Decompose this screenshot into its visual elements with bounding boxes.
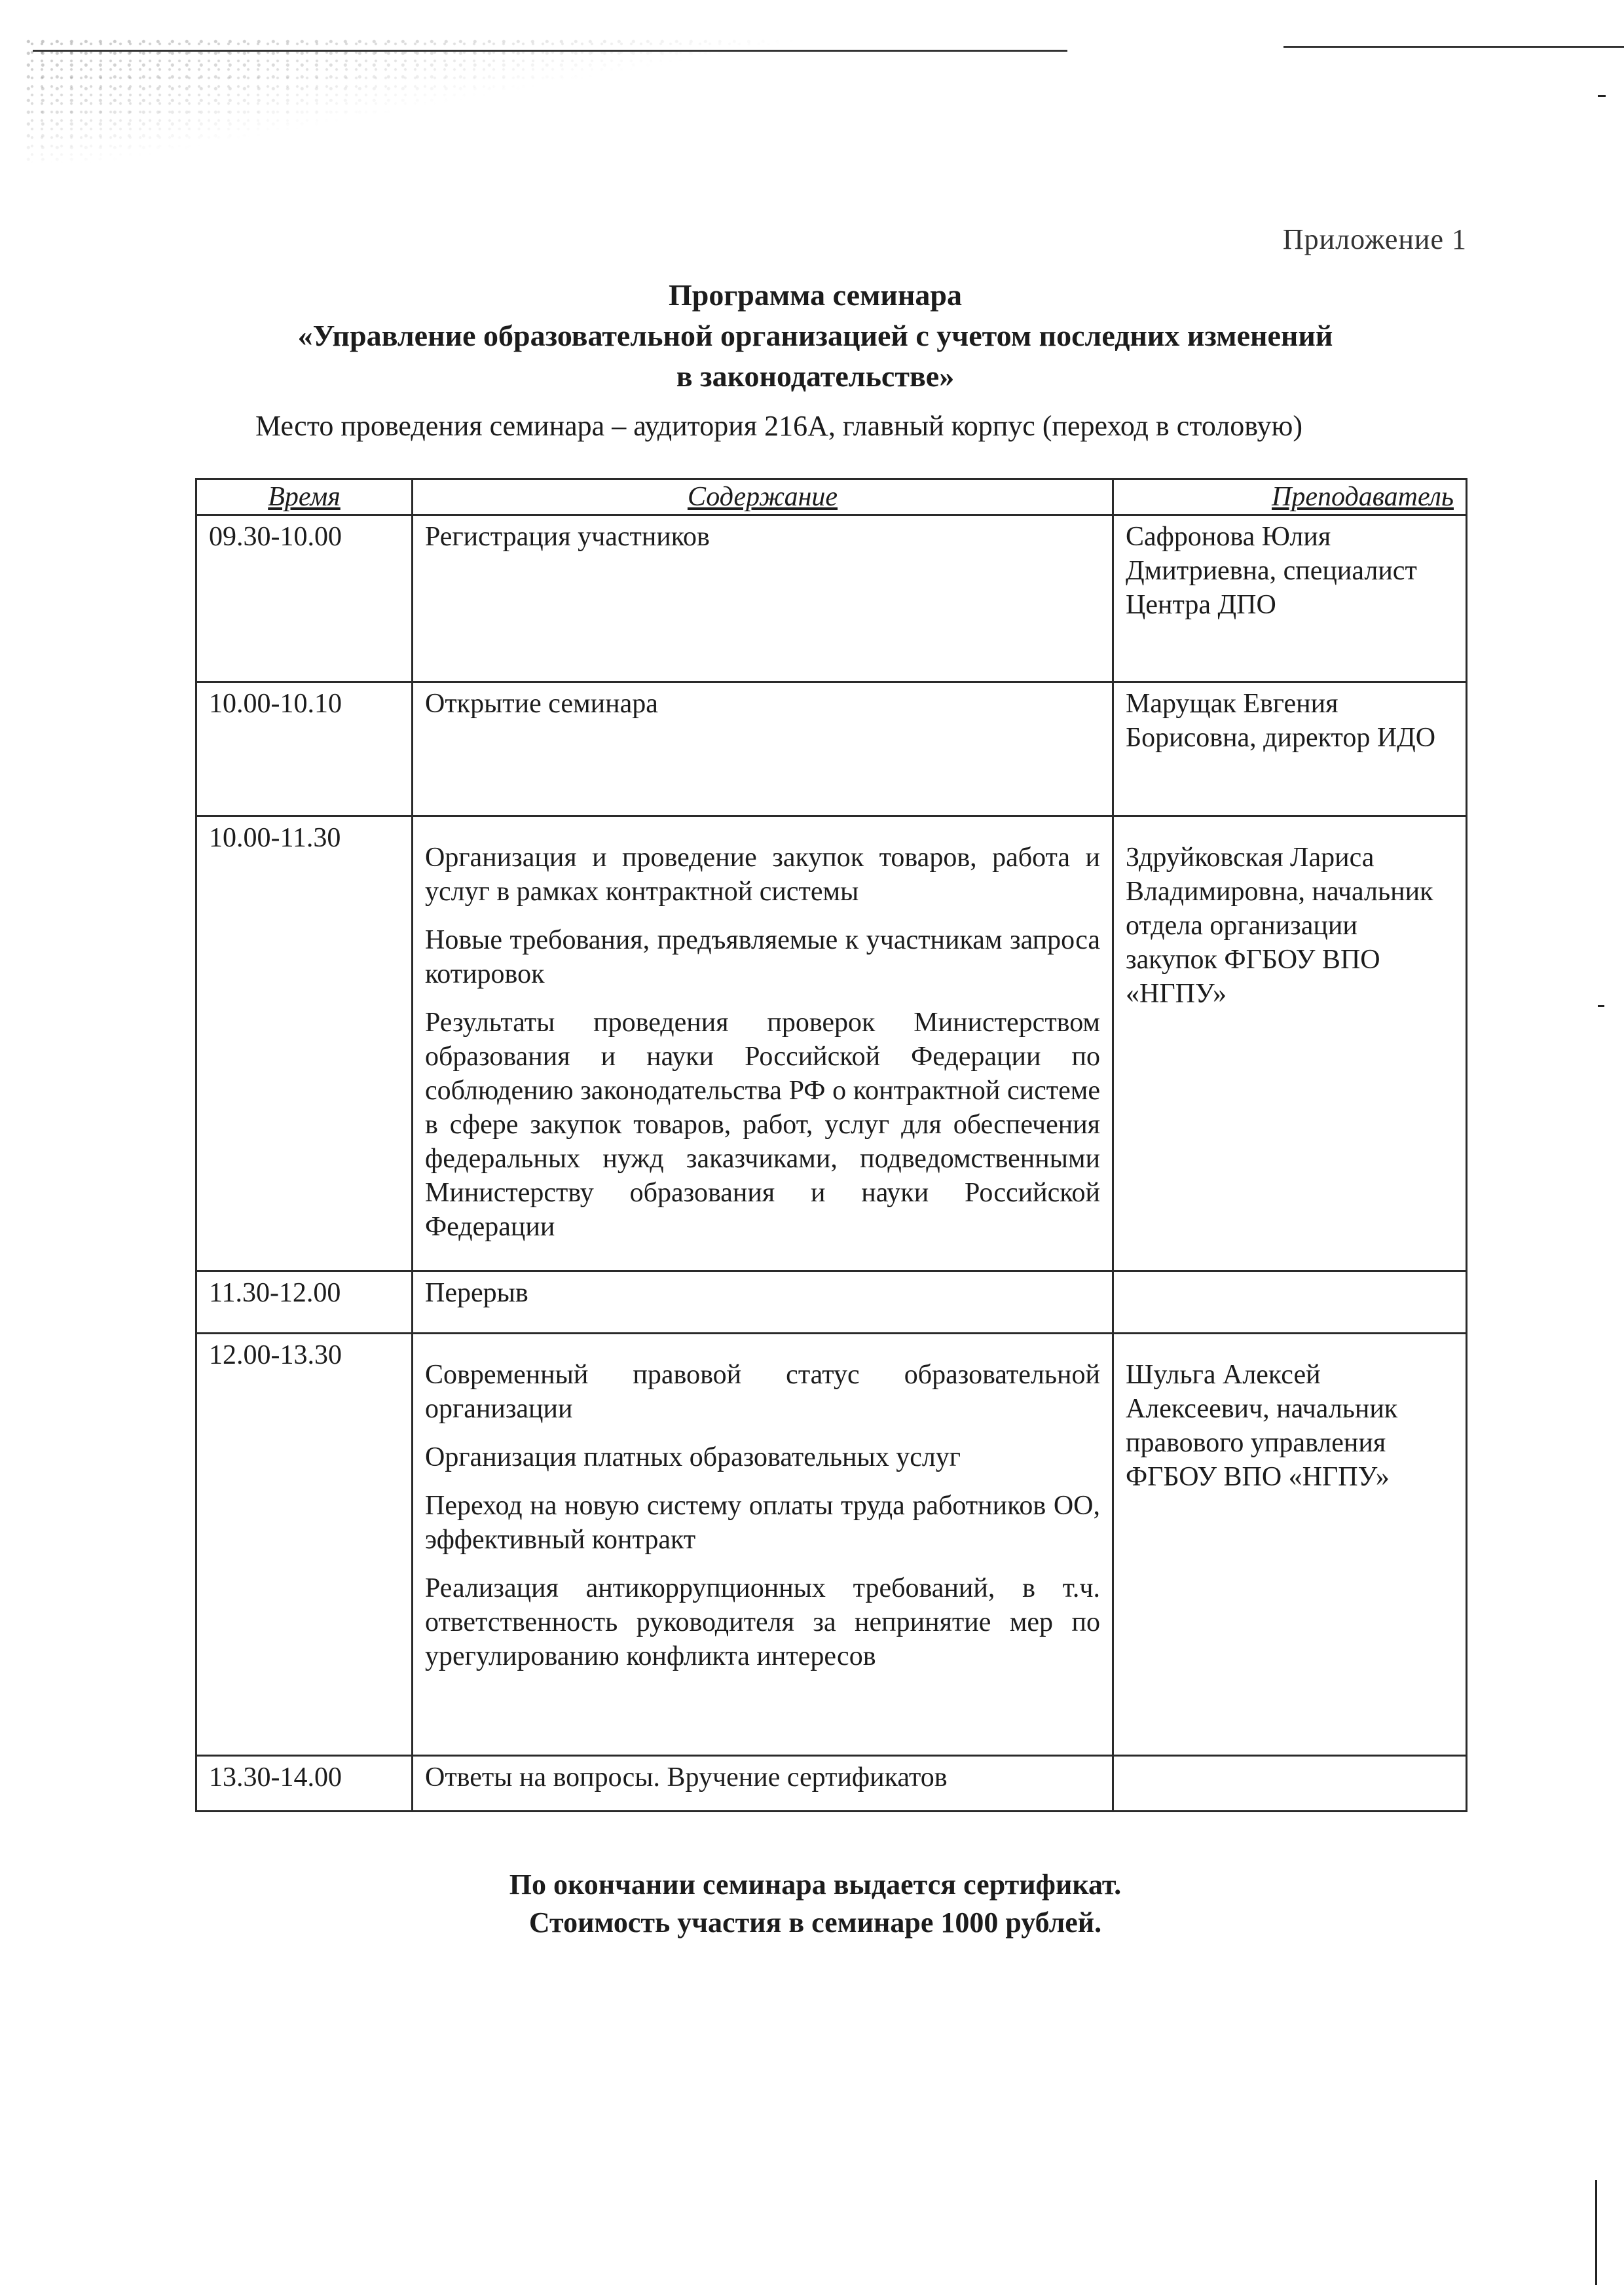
title-line-2: «Управление образовательной организацией с учетом последних изменений [297, 319, 1333, 352]
content-item: Переход на новую систему оплаты труда работников ОО, эффективный контракт [425, 1491, 1100, 1555]
document-title [216, 275, 1414, 397]
time-cell: 11.30-12.00 [196, 1271, 413, 1334]
header-time: Время [196, 479, 413, 515]
header-content: Содержание [413, 479, 1113, 515]
content-item: Открытие семинара [425, 689, 658, 719]
content-cell [413, 1334, 1113, 1756]
content-item: Результаты проведения проверок Министерством образования и науки Российской Федерации по соблюдению законодательства РФ о контрактной системе в сфере закупок товаров, работ, услуг для обеспечения федеральных нужд заказчиками, подведомственными Министерству образования и науки Российской Федерации [425, 1008, 1100, 1242]
footer-line-1: По окончании семинара выдается сертификат. [509, 1868, 1122, 1901]
teacher-cell: Здруйковская Лариса Владимировна, начальник отдела организации закупок ФГБОУ ВПО «НГПУ» [1113, 816, 1467, 1271]
teacher-cell: Шульга Алексей Алексеевич, начальник правового управления ФГБОУ ВПО «НГПУ» [1113, 1334, 1467, 1756]
content-item: Ответы на вопросы. Вручение сертификатов [425, 1762, 948, 1793]
content-item: Реализация антикоррупционных требований, в т.ч. ответственность руководителя за непринятие мер по урегулированию конфликта интересов [425, 1573, 1100, 1671]
content-cell [413, 682, 1113, 816]
appendix-label: Приложение 1 [1282, 223, 1467, 255]
time-cell: 13.30-14.00 [196, 1756, 413, 1812]
content-item: Организация платных образовательных услуг [425, 1442, 961, 1472]
table-row [196, 816, 1467, 1271]
venue-line: Место проведения семинара – аудитория 216А, главный корпус (переход в столовую) [255, 410, 1303, 442]
content-cell [413, 515, 1113, 682]
content-cell [413, 816, 1113, 1271]
content-item: Современный правовой статус образовательной организации [425, 1360, 1100, 1424]
scan-edge-mark-bottom [1595, 2180, 1597, 2285]
time-cell: 10.00-11.30 [196, 816, 413, 1271]
content-cell [413, 1271, 1113, 1334]
schedule-table [195, 478, 1467, 1812]
content-item: Организация и проведение закупок товаров, работа и услуг в рамках контрактной системы [425, 843, 1100, 907]
table-row [196, 1271, 1467, 1334]
table-row [196, 515, 1467, 682]
table-row [196, 682, 1467, 816]
content-cell [413, 1756, 1113, 1812]
teacher-cell [1113, 1756, 1467, 1812]
content-item: Регистрация участников [425, 522, 710, 552]
teacher-cell: Сафронова Юлия Дмитриевна, специалист Центра ДПО [1113, 515, 1467, 682]
teacher-cell [1113, 1271, 1467, 1334]
scan-edge-tick-middle [1598, 1005, 1604, 1007]
table-header-row [196, 479, 1467, 515]
scan-edge-tick [1598, 95, 1606, 97]
time-cell: 10.00-10.10 [196, 682, 413, 816]
time-cell: 09.30-10.00 [196, 515, 413, 682]
table-row [196, 1756, 1467, 1812]
scan-noise [26, 38, 1074, 162]
footer-line-2: Стоимость участия в семинаре 1000 рублей. [528, 1906, 1102, 1939]
header-teacher: Преподаватель [1113, 479, 1467, 515]
scan-edge-line-right [1283, 46, 1624, 48]
footer-note [216, 1866, 1414, 1942]
content-item: Перерыв [425, 1278, 528, 1308]
table-row [196, 1334, 1467, 1756]
title-line-3: в законодательстве» [676, 359, 955, 393]
teacher-cell: Марущак Евгения Борисовна, директор ИДО [1113, 682, 1467, 816]
scan-edge-line [33, 50, 1067, 52]
time-cell: 12.00-13.30 [196, 1334, 413, 1756]
title-line-1: Программа семинара [668, 278, 962, 312]
content-item: Новые требования, предъявляемые к участникам запроса котировок [425, 925, 1100, 989]
